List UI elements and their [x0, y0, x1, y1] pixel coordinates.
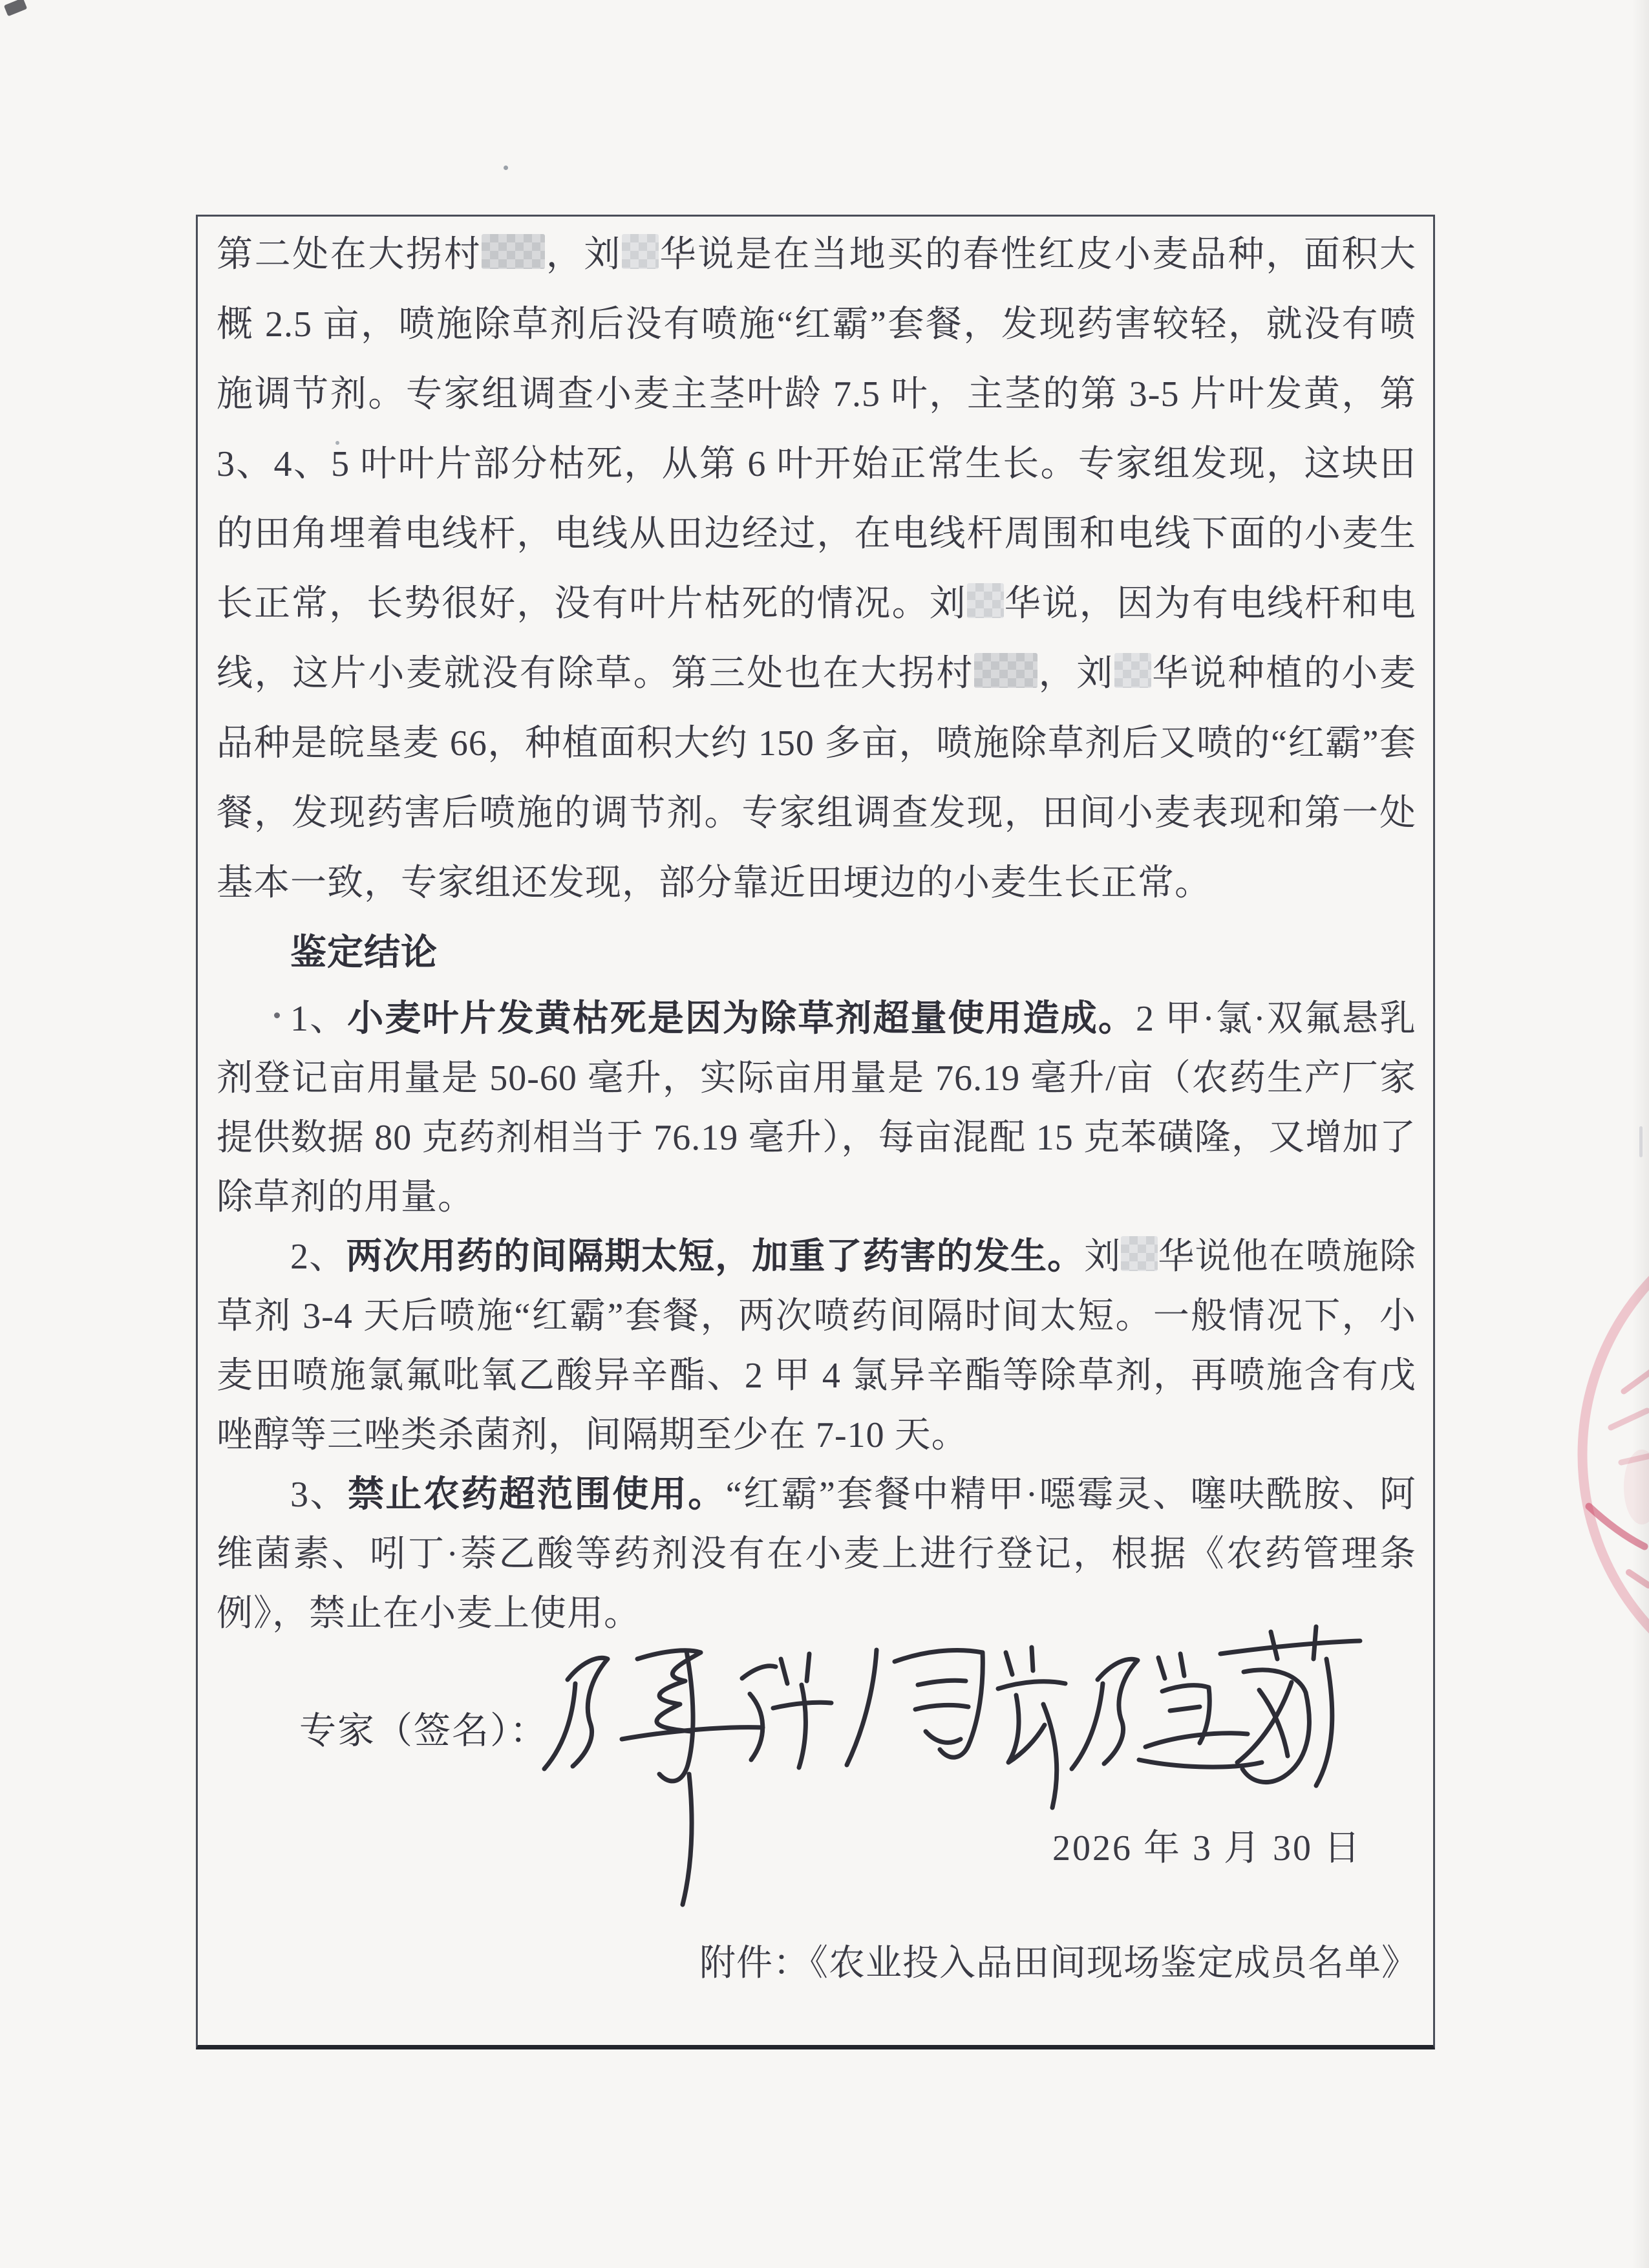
text-run: 鉴定结论	[290, 933, 438, 973]
text-run: 禁止农药超范围使用。	[347, 1475, 726, 1515]
redaction-block	[622, 234, 659, 269]
scan-corner-artifact	[4, 0, 27, 16]
date-line: 2026 年 3 月 30 日	[1052, 1828, 1362, 1868]
text-run: 2、	[290, 1237, 346, 1277]
text-run: 华说，因为有电线杆和电线，这片小麦就没有除草。第三处也在大拐村	[217, 584, 1417, 694]
paragraph-conclusion	[217, 1465, 1416, 1643]
text-run: 1、	[290, 999, 348, 1039]
document-border-box	[196, 215, 1435, 2049]
paragraph-conclusion	[217, 1227, 1416, 1465]
text-run: 华说种植的小麦品种是皖垦麦 66，种植面积大约 150 多亩，喷施除草剂后又喷的“红霸”套餐，发现药害后喷施的调节剂。专家组调查发现，田间小麦表现和第一处基本一致，专家组还发现，部分靠近田埂边的小麦生长正常。	[217, 654, 1417, 903]
text-run: 华说他在喷施除草剂 3-4 天后喷施“红霸”套餐，两次喷药间隔时间太短。一般情况下，小麦田喷施氯氟吡氧乙酸异辛酯、2 甲 4 氯异辛酯等除草剂，再喷施含有戊唑醇等三唑类杀菌剂，间隔期至少在 7-10 天。	[217, 1237, 1417, 1455]
experts-signature-label: 专家（签名）：	[299, 1711, 548, 1751]
text-run: 小麦叶片发黄枯死是因为除草剂超量使用造成。	[347, 999, 1136, 1039]
redaction-block	[482, 234, 545, 269]
scan-speck	[504, 166, 508, 170]
scan-streak	[1639, 1126, 1643, 1157]
paragraph-heading	[217, 922, 1416, 984]
text-run: 第二处在大拐村	[217, 235, 482, 275]
text-run: 华说是在当地买的春性红皮小麦品种，面积大概 2.5 亩，喷施除草剂后没有喷施“红霸”套餐，发现药害较轻，就没有喷施调节剂。专家组调查小麦主茎叶龄 7.5 叶，主茎的第 3-5 片叶发黄，第 3、4、5 叶叶片部分枯死，从第 6 叶开始正常生长。专家组发现，这块田的田角埋着电线杆，电线从田边经过，在电线杆周围和电线下面的小麦生长正常，长势很好，没有叶片枯死的情况。刘	[217, 235, 1417, 624]
text-run: 刘	[1084, 1237, 1122, 1277]
text-run: 两次用药的间隔期太短，加重了药害的发生。	[346, 1237, 1085, 1277]
text-run: 3、	[290, 1475, 348, 1515]
paragraph-conclusion	[217, 989, 1416, 1227]
redaction-block	[1114, 653, 1151, 688]
text-run: “红霸”套餐中精甲·噁霉灵、噻呋酰胺、阿维菌素、吲丁·萘乙酸等药剂没有在小麦上进行登记，根据《农药管理条例》，禁止在小麦上使用。	[217, 1475, 1417, 1634]
redaction-block	[1121, 1236, 1158, 1271]
text-run: 2 甲·氯·双氟悬乳剂登记亩用量是 50-60 毫升，实际亩用量是 76.19 毫升/亩（农药生产厂家提供数据 80 克药剂相当于 76.19 毫升），每亩混配 15 克苯磺隆，又增加了除草剂的用量。	[217, 999, 1417, 1217]
attachment-line: 附件：《农业投入品田间现场鉴定成员名单》	[699, 1943, 1418, 1984]
document-body	[217, 220, 1416, 1643]
text-run: ，刘	[545, 235, 622, 275]
redaction-block	[967, 583, 1004, 618]
redaction-block	[974, 653, 1037, 688]
paragraph-body	[217, 220, 1416, 918]
text-run: ，刘	[1037, 654, 1114, 694]
